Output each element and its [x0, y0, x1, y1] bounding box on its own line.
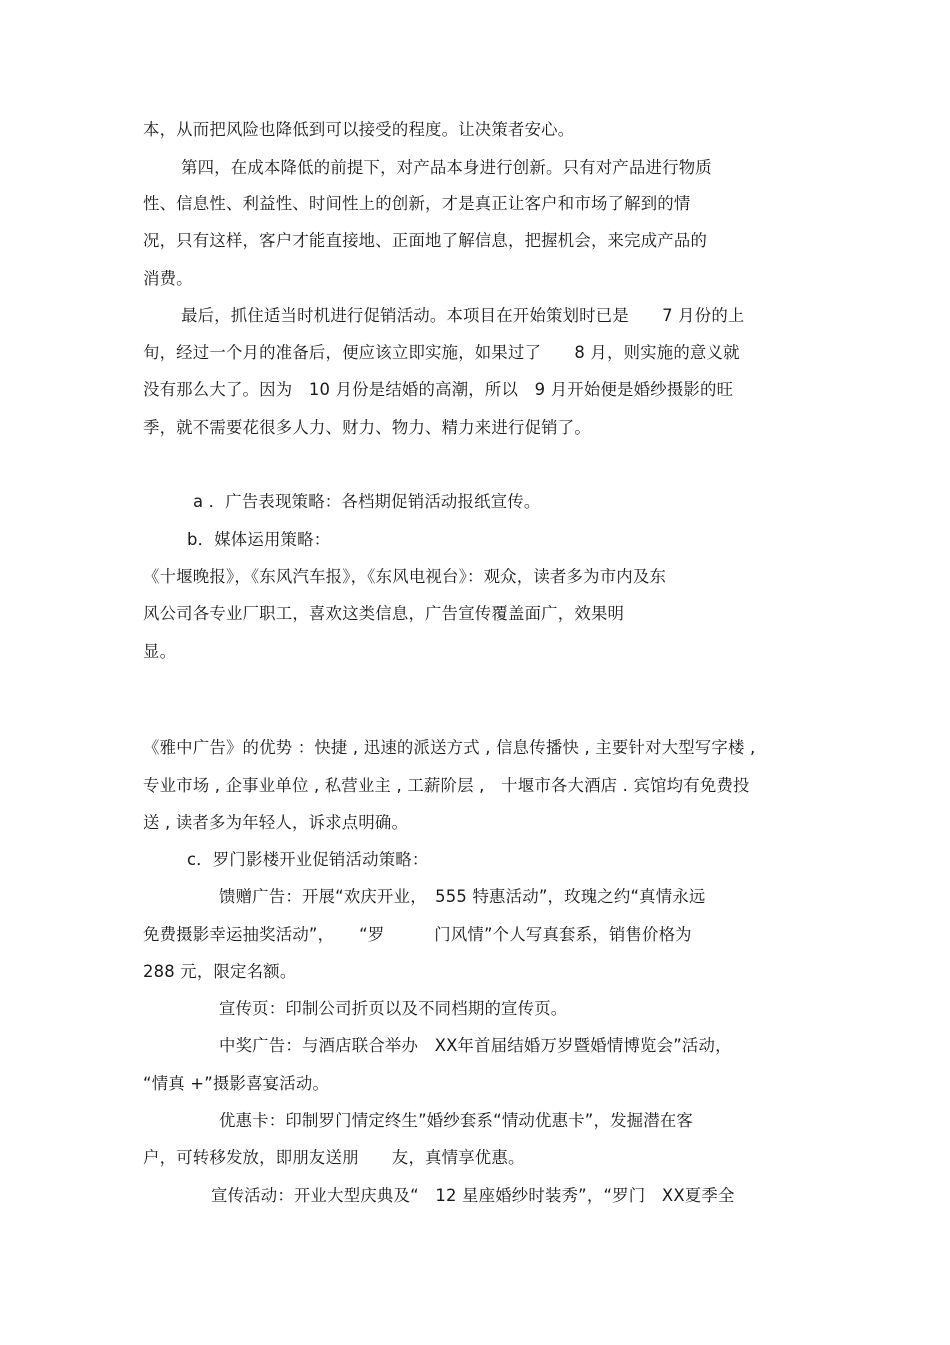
text-line: 户，可转移发放，即朋友送朋 友，真情享优惠。 [143, 1148, 525, 1167]
text-line: a ．广告表现策略：各档期促销活动报纸宣传。 [193, 492, 541, 511]
text-line: 况，只有这样，客户才能直接地、正面地了解信息，把握机会，来完成产品的 [143, 231, 708, 250]
text-line: 风公司各专业厂职工，喜欢这类信息，广告宣传覆盖面广，效果明 [143, 604, 625, 623]
text-line: “情真 +”摄影喜宴活动。 [143, 1074, 330, 1093]
text-line: 消费。 [143, 269, 193, 288]
text-line: 送 , 读者多为年轻人，诉求点明确。 [143, 813, 409, 832]
text-line: 性、信息性、利益性、时间性上的创新，才是真正让客户和市场了解到的情 [143, 194, 691, 213]
text-line: 宣传页：印制公司折页以及不同档期的宣传页。 [219, 999, 568, 1018]
text-line: 专业市场 , 企事业单位 , 私营业主 , 工薪阶层 , 十堰市各大酒店 . 宾馆均有免费投 [143, 776, 750, 795]
text-line: 《雅中广告》的优势 ：快捷 , 迅速的派送方式 , 信息传播快 , 主要针对大型写字楼 , [143, 738, 756, 757]
text-line: c．罗门影楼开业促销活动策略： [187, 850, 429, 869]
text-line: 本，从而把风险也降低到可以接受的程度。让决策者安心。 [143, 120, 575, 139]
text-line: 第四，在成本降低的前提下，对产品本身进行创新。只有对产品进行物质 [181, 158, 712, 177]
text-line: 馈赠广告：开展“欢庆开业， 555 特惠活动”，玫瑰之约“真情永远 [219, 887, 706, 906]
text-line: 季，就不需要花很多人力、财力、物力、精力来进行促销了。 [143, 418, 591, 437]
text-line: 显。 [143, 642, 177, 661]
text-line: 没有那么大了。因为 10 月份是结婚的高潮，所以 9 月开始便是婚纱摄影的旺 [143, 380, 734, 399]
text-line: 中奖广告：与酒店联合举办 XX年首届结婚万岁暨婚情博览会”活动， [219, 1036, 732, 1055]
text-line: 288 元，限定名额。 [143, 962, 297, 981]
text-line: 优惠卡：印制罗门情定终生”婚纱套系“情动优惠卡”，发掘潜在客 [219, 1111, 694, 1130]
text-line: b．媒体运用策略： [187, 530, 331, 549]
text-line: 免费摄影幸运抽奖活动”， “罗 门风情”个人写真套系，销售价格为 [143, 925, 692, 944]
text-line: 最后，抓住适当时机进行促销活动。本项目在开始策划时已是 7 月份的上 [181, 306, 745, 325]
text-line: 宣传活动：开业大型庆典及“ 12 星座婚纱时装秀”，“罗门 XX夏季全 [211, 1186, 735, 1205]
text-line: 旬，经过一个月的准备后，便应该立即实施，如果过了 8 月，则实施的意义就 [143, 343, 740, 362]
text-line: 《十堰晚报》，《东风汽车报》，《东风电视台》：观众，读者多为市内及东 [143, 567, 667, 586]
